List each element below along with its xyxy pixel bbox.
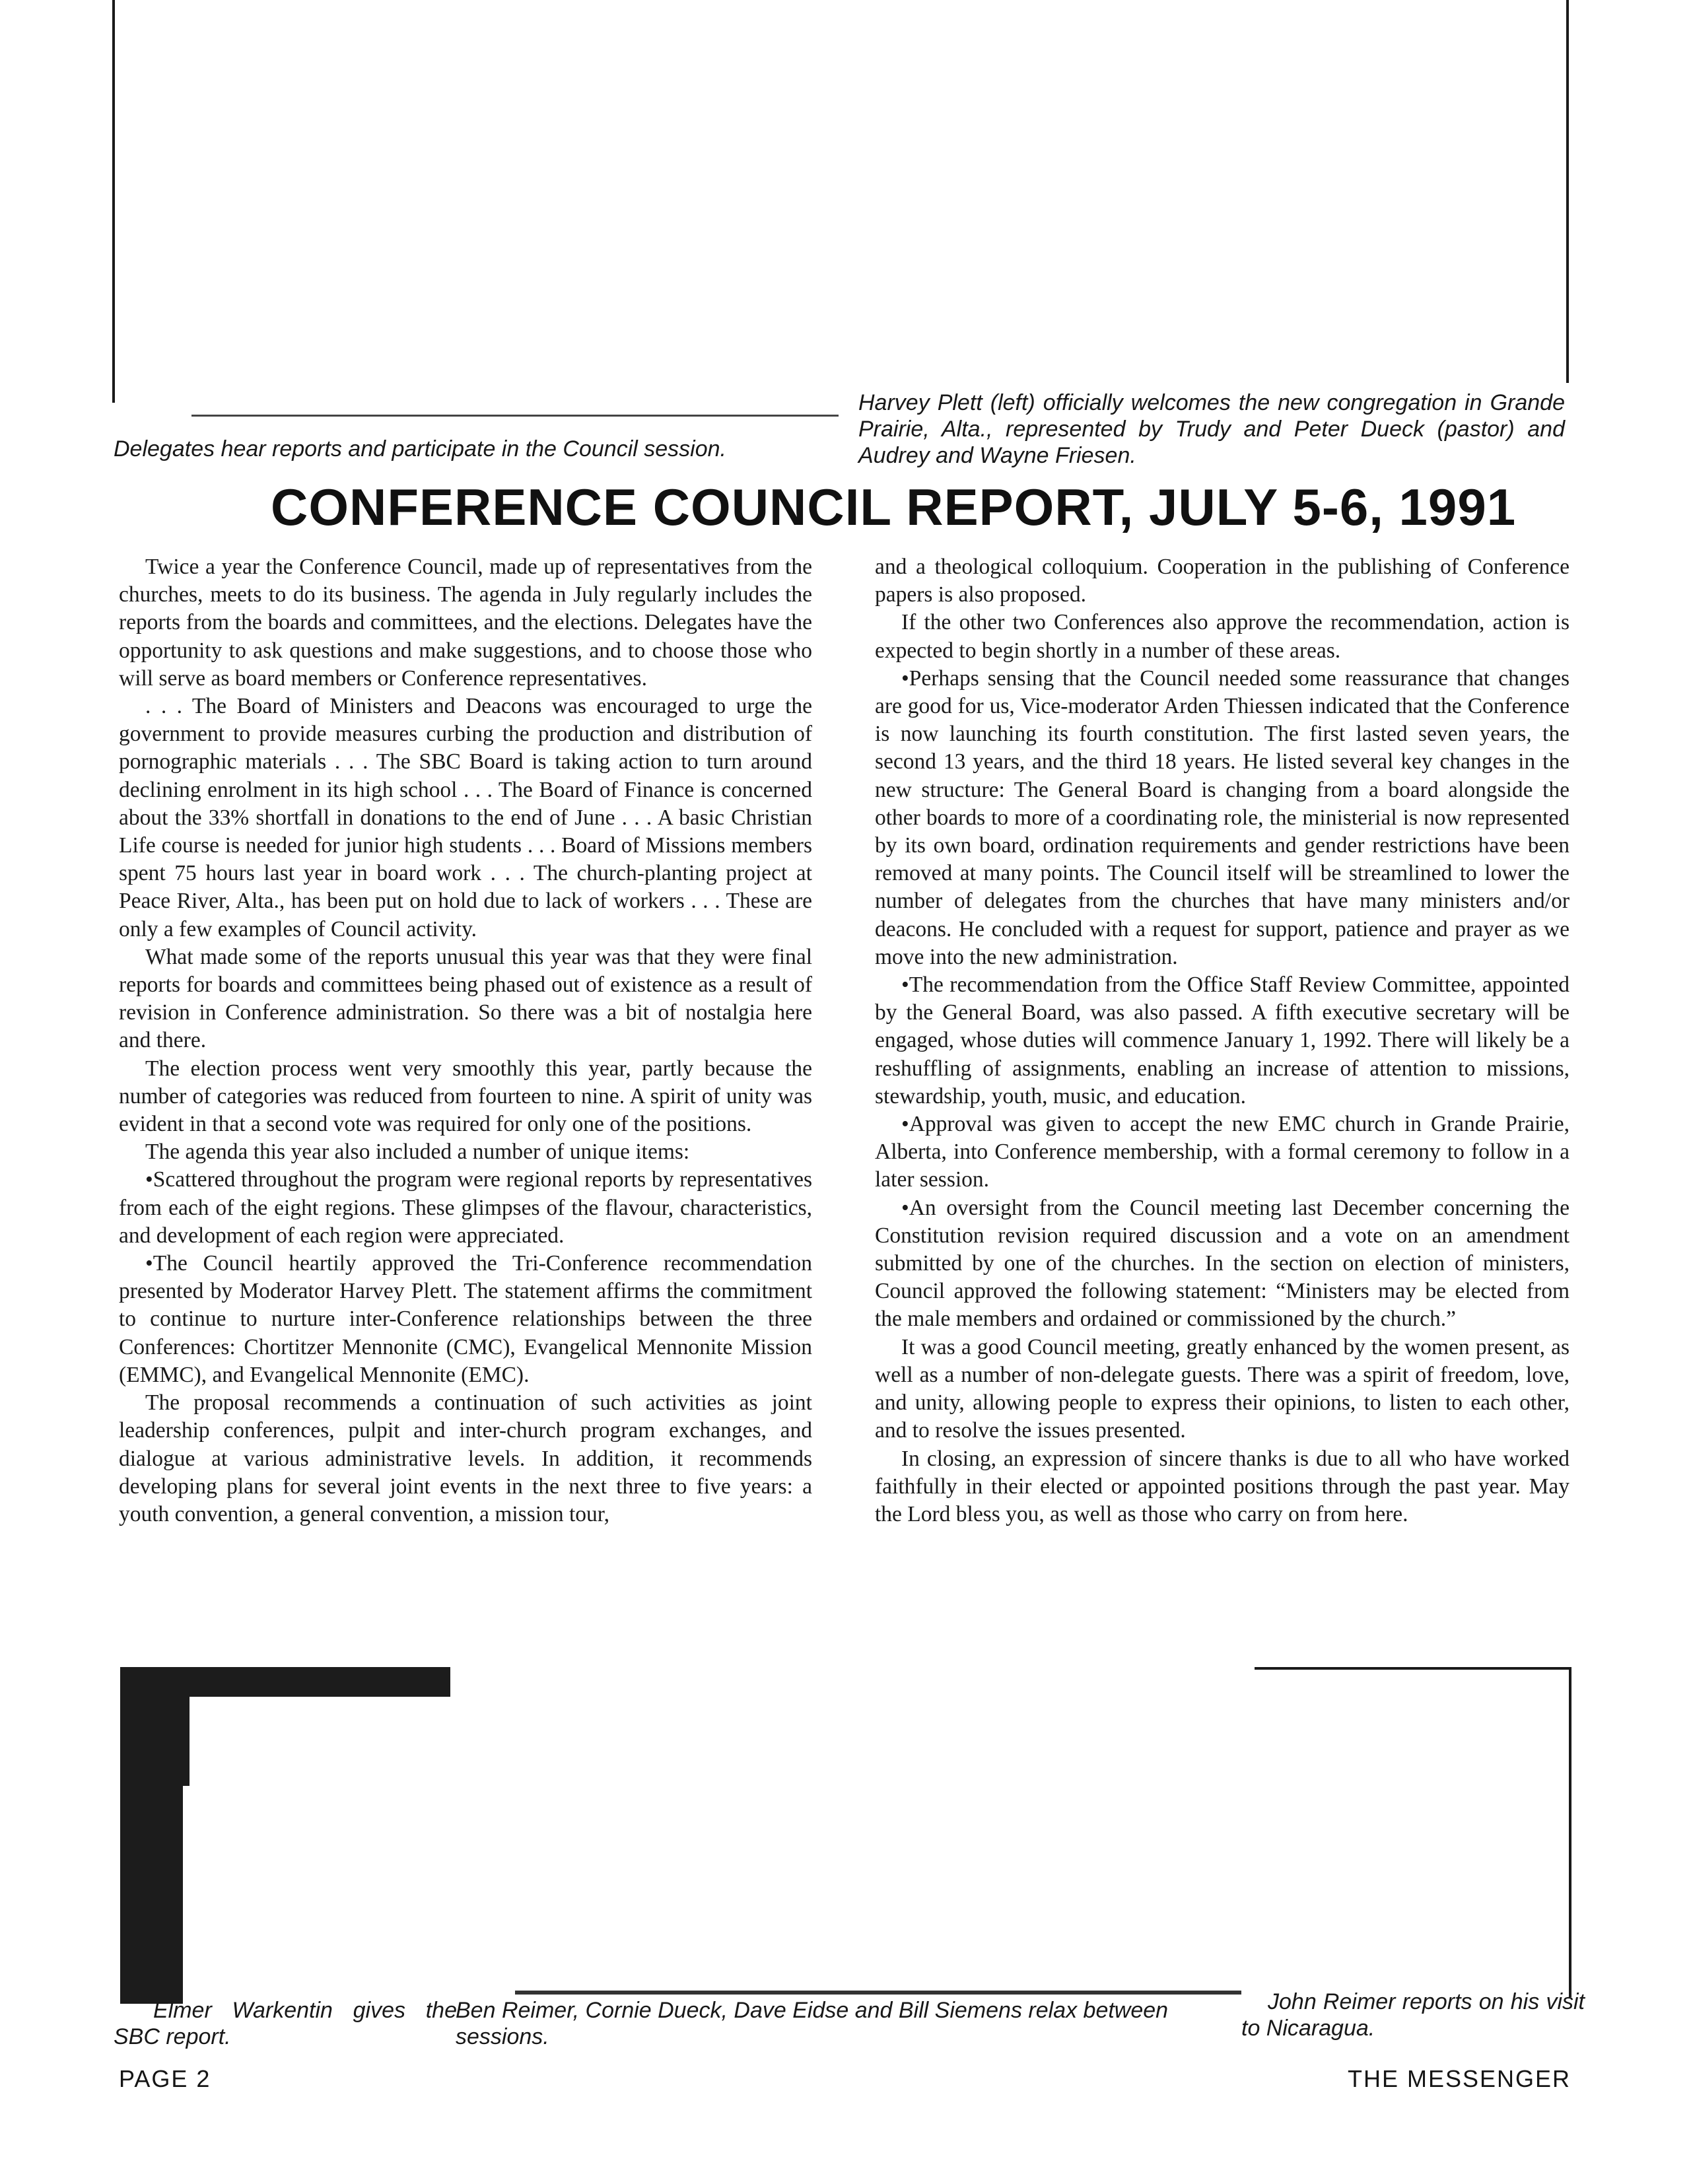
paragraph: . . . The Board of Ministers and Deacons was encouraged to urge the government to provide measures curbing the production and distribution of pornographic materials . . . The SBC Board is taking action to turn around declining enrolment in its high school . . . The Board of Finance is concerned about the 33% shortfall in donations to the end of June . . . A basic Christian Life course is needed for junior high students . . . Board of Missions members spent 75 hours last year in board work . . . The church-planting project at Peace River, Alta., has been put on hold due to lack of workers . . . These are only a few examples of Council activity. bbox=[119, 694, 812, 941]
paragraph: •The recommendation from the Office Staff Review Committee, appointed by the General Board, was also passed. A fifth executive secretary will be engaged, whose duties will commence January 1, 1992. There will likely be a reshuffling of assignments, enabling an increase of attention to missions, stewardship, youth, music, and education. bbox=[875, 973, 1570, 1109]
bottom-photo-middle bbox=[462, 1667, 1241, 2004]
bottom-caption-left: Elmer Warkentin gives the SBC report. bbox=[114, 1998, 457, 2049]
bottom-caption-middle: Ben Reimer, Cornie Dueck, Dave Eidse and Bill Siemens relax between sessions. bbox=[456, 1998, 1169, 2049]
top-photo-left bbox=[112, 0, 839, 423]
paragraph: •Approval was given to accept the new EMC church in Grande Prairie, Alberta, into Conference membership, with a formal ceremony to follow in a later session. bbox=[875, 1112, 1570, 1192]
paragraph: What made some of the reports unusual this year was that they were final reports for boards and committees being phased out of existence as a result of revision in Conference administration. So there was a bit of nostalgia here and there. bbox=[119, 944, 812, 1053]
top-caption-right: Harvey Plett (left) officially welcomes the new congregation in Grande Prairie, Alta., represented by Trudy and Peter Dueck (pastor) and Audrey and Wayne Friesen. bbox=[858, 390, 1565, 468]
paragraph-continuation: and a theological colloquium. Cooperation in the publishing of Conference papers is also proposed. bbox=[875, 555, 1570, 607]
paragraph: The proposal recommends a continuation of such activities as joint leadership conferences, pulpit and inter-church program exchanges, and dialogue at various administrative levels. In addition, it recommends developing plans for several joint events in the next three to five years: a youth convention, a general convention, a mission tour, bbox=[119, 1390, 812, 1526]
article-left-column bbox=[119, 553, 812, 1528]
article-headline: CONFERENCE COUNCIL REPORT, JULY 5-6, 1991 bbox=[271, 478, 1517, 536]
publication-name: THE MESSENGER bbox=[1347, 2065, 1571, 2092]
paragraph: •Scattered throughout the program were regional reports by representatives from each of the eight regions. These glimpses of the flavour, characteristics, and development of each region were appreciated. bbox=[119, 1167, 812, 1248]
paragraph: •The Council heartily approved the Tri-Conference recommendation presented by Moderator Harvey Plett. The statement affirms the commitment to continue to nurture inter-Conference relationships between the three Conferences: Chortitzer Mennonite (CMC), Evangelical Mennonite Mission (EMMC), and Evangelical Mennonite (EMC). bbox=[119, 1251, 812, 1387]
paragraph: •Perhaps sensing that the Council needed some reassurance that changes are good for us, Vice-moderator Arden Thiessen indicated that the Conference is now launching its fourth constitution. The first lasted seven years, the second 13 years, and the third 18 years. He listed several key changes in the new structure: The General Board is changing from a board alongside the other boards to more of a coordinating role, the ministerial is now represented by its own board, ordination requirements and gender restrictions have been removed at many points. The Council itself will be streamlined to lower the number of delegates from the churches that have many ministers and/or deacons. He concluded with a request for support, patience and prayer as we move into the new administration. bbox=[875, 665, 1570, 969]
paragraph: •An oversight from the Council meeting last December concerning the Constitution revision required discussion and a vote on an amendment submitted by one of the churches. In the section on election of ministers, Council approved the following statement: “Ministers may be elected from the male members and ordained or commissioned by the church.” bbox=[875, 1195, 1570, 1332]
paragraph: The agenda this year also included a number of unique items: bbox=[145, 1140, 690, 1165]
top-photo-right bbox=[852, 0, 1578, 396]
paragraph: If the other two Conferences also approve the recommendation, action is expected to begin shortly in a number of these areas. bbox=[875, 610, 1570, 663]
bottom-photo-right bbox=[1255, 1667, 1578, 2004]
page-number: PAGE 2 bbox=[119, 2065, 211, 2092]
paragraph: In closing, an expression of sincere thanks is due to all who have worked faithfully in their elected or appointed positions through the past year. May the Lord bless you, as well as those who carry on from here. bbox=[875, 1446, 1570, 1526]
bottom-caption-right: John Reimer reports on his visit to Nicaragua. bbox=[1241, 1989, 1585, 2041]
paragraph: The election process went very smoothly this year, partly because the number of categories was reduced from fourteen to nine. A spirit of unity was evident in that a second vote was required for only one of the positions. bbox=[119, 1056, 812, 1137]
top-caption-left: Delegates hear reports and participate in the Council session. bbox=[114, 436, 726, 461]
article-right-column bbox=[875, 553, 1570, 1528]
paragraph: It was a good Council meeting, greatly enhanced by the women present, as well as a number of non-delegate guests. There was a spirit of freedom, love, and unity, allowing people to express their opinions, to listen to each other, and to resolve the issues presented. bbox=[875, 1334, 1570, 1443]
bottom-photo-left bbox=[120, 1667, 450, 2004]
paragraph: Twice a year the Conference Council, made up of representatives from the churches, meets to do its business. The agenda in July regularly includes the reports from the boards and committees, and the elections. Delegates have the opportunity to ask questions and make suggestions, and to choose those who will serve as board members or Conference representatives. bbox=[119, 555, 812, 691]
